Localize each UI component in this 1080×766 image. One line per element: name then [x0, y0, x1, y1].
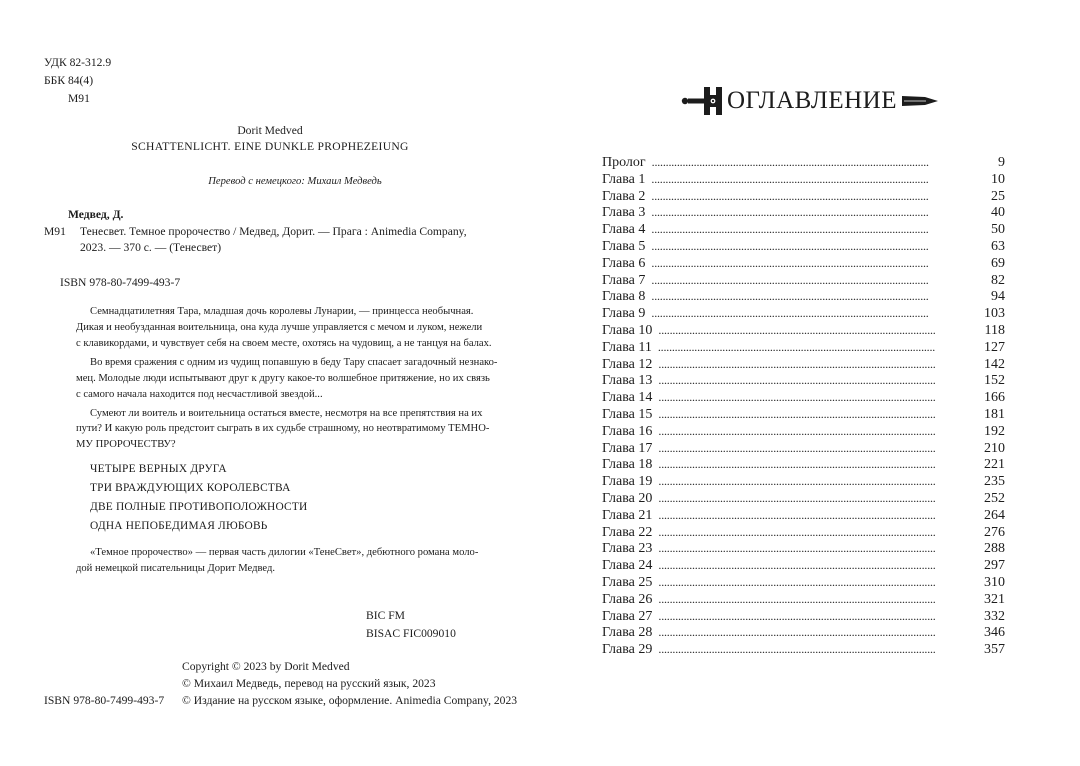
- toc-entry-label: Глава 16: [602, 423, 653, 439]
- udk-code: УДК 82-312.9: [44, 56, 112, 69]
- bisac-code: BISAC FIC009010: [366, 627, 456, 640]
- toc-leader-dots: [658, 423, 981, 440]
- copyright-line-3: © Издание на русском языке, оформление. Animedia Company, 2023: [182, 694, 518, 707]
- toc-leader-dots: [658, 406, 981, 423]
- toc-entry-page: 82: [991, 272, 1005, 288]
- annotation-p1-l2: Дикая и необузданная воительница, она куда лучше управляется с мечом и луком, нежели: [76, 322, 483, 333]
- toc-page: [540, 0, 1080, 766]
- toc-entry-page: 235: [984, 474, 1005, 490]
- toc-entry-page: 210: [984, 440, 1005, 456]
- toc-entry-label: Глава 14: [602, 390, 653, 406]
- toc-entry-label: Глава 12: [602, 356, 653, 372]
- toc-leader-dots: [658, 507, 981, 524]
- bbk-code: ББК 84(4): [44, 74, 94, 87]
- toc-entry-label: Глава 23: [602, 541, 653, 557]
- toc-entry-page: 127: [984, 339, 1005, 355]
- toc-entry: [602, 221, 1005, 238]
- toc-entry-page: 40: [991, 205, 1005, 221]
- toc-entry: [602, 423, 1005, 440]
- toc-entry: [602, 188, 1005, 205]
- toc-leader-dots: [658, 356, 981, 373]
- toc-entry-page: 297: [984, 558, 1005, 574]
- toc-entry-page: 103: [984, 306, 1005, 322]
- annotation-p1-l1: Семнадцатилетняя Тара, младшая дочь королевы Лунарии, — принцесса необычная.: [90, 306, 474, 317]
- bib-mark: М91: [44, 225, 66, 238]
- bic-code: BIC FM: [366, 609, 405, 622]
- toc-entry: [602, 574, 1005, 591]
- toc-entry: [602, 322, 1005, 339]
- toc-leader-dots: [658, 624, 981, 641]
- toc-entry: [602, 473, 1005, 490]
- toc-entry: [602, 389, 1005, 406]
- toc-leader-dots: [651, 204, 988, 221]
- tagline-1: ЧЕТЫРЕ ВЕРНЫХ ДРУГА: [90, 463, 227, 475]
- toc-entry-label: Глава 1: [602, 171, 646, 187]
- copyright-isbn: ISBN 978-80-7499-493-7: [44, 694, 165, 707]
- toc-entry-label: Глава 13: [602, 373, 653, 389]
- toc-entry-page: 192: [984, 423, 1005, 439]
- toc-entry-label: Глава 20: [602, 490, 653, 506]
- toc-entry-label: Глава 7: [602, 272, 646, 288]
- toc-entry: [602, 524, 1005, 541]
- toc-entry: [602, 456, 1005, 473]
- toc-leader-dots: [658, 574, 981, 591]
- tagline-2: ТРИ ВРАЖДУЮЩИХ КОРОЛЕВСТВА: [90, 482, 291, 494]
- toc-entry: [602, 272, 1005, 289]
- toc-leader-dots: [658, 608, 981, 625]
- toc-entry-page: 346: [984, 625, 1005, 641]
- toc-entry-label: Глава 26: [602, 591, 653, 607]
- toc-entry-label: Глава 19: [602, 474, 653, 490]
- toc-entry-page: 252: [984, 490, 1005, 506]
- toc-entry: [602, 641, 1005, 658]
- toc-title: ОГЛАВЛЕНИЕ: [727, 87, 897, 114]
- bib-line-1: Тенесвет. Темное пророчество / Медвед, Дорит. — Прага : Animedia Company,: [80, 225, 467, 238]
- author-mark: М91: [68, 92, 90, 105]
- toc-leader-dots: [658, 490, 981, 507]
- toc-entry-label: Пролог: [602, 155, 646, 170]
- toc-entry-label: Глава 11: [602, 339, 652, 355]
- tagline-3: ДВЕ ПОЛНЫЕ ПРОТИВОПОЛОЖНОСТИ: [90, 501, 308, 513]
- toc-entry-label: Глава 25: [602, 574, 653, 590]
- toc-leader-dots: [658, 440, 981, 457]
- toc-entry-label: Глава 3: [602, 205, 646, 221]
- toc-entry: [602, 356, 1005, 373]
- annotation-p2-l1: Во время сражения с одним из чудищ попавшую в беду Тару спасает загадочный незнако-: [90, 357, 498, 368]
- toc-entry: [602, 305, 1005, 322]
- toc-entry: [602, 154, 1005, 171]
- toc-entry: [602, 608, 1005, 625]
- original-author: Dorit Medved: [237, 124, 303, 137]
- toc-entry-page: 181: [984, 406, 1005, 422]
- toc-entry-page: 357: [984, 642, 1005, 658]
- toc-entry: [602, 406, 1005, 423]
- toc-entry-page: 50: [991, 222, 1005, 238]
- translation-credit: Перевод с немецкого: Михаил Медведь: [208, 176, 382, 187]
- toc-leader-dots: [651, 171, 988, 188]
- toc-entry-page: 94: [991, 289, 1005, 305]
- toc-entry: [602, 507, 1005, 524]
- bib-line-2: 2023. — 370 с. — (Тенесвет): [80, 241, 222, 254]
- toc-leader-dots: [658, 389, 981, 406]
- toc-entry-page: 166: [984, 390, 1005, 406]
- toc-entry: [602, 540, 1005, 557]
- toc-entry-page: 332: [984, 608, 1005, 624]
- toc-entry-page: 69: [991, 255, 1005, 271]
- annotation-p3-l3: МУ ПРОРОЧЕСТВУ?: [76, 439, 176, 450]
- tagline-4: ОДНА НЕПОБЕДИМАЯ ЛЮБОВЬ: [90, 520, 268, 532]
- toc-entry-page: 25: [991, 188, 1005, 204]
- toc-entry-label: Глава 4: [602, 222, 646, 238]
- toc-entry-page: 118: [984, 322, 1005, 338]
- toc-entry: [602, 490, 1005, 507]
- toc-leader-dots: [651, 272, 988, 289]
- toc-leader-dots: [658, 591, 981, 608]
- toc-entry-page: 152: [984, 373, 1005, 389]
- toc-leader-dots: [658, 641, 981, 658]
- toc-leader-dots: [651, 305, 981, 322]
- toc-entry-page: 142: [984, 356, 1005, 372]
- toc-entry-label: Глава 8: [602, 289, 646, 305]
- annotation-p4-l1: «Темное пророчество» — первая часть дилогии «ТенеСвет», дебютного романа моло-: [90, 547, 479, 558]
- toc-entry-page: 310: [984, 574, 1005, 590]
- bib-author: Медвед, Д.: [68, 208, 124, 221]
- toc-leader-dots: [651, 288, 988, 305]
- toc-entry-page: 63: [991, 238, 1005, 254]
- toc-leader-dots: [658, 322, 981, 339]
- toc-entry-label: Глава 28: [602, 625, 653, 641]
- copyright-line-1: Copyright © 2023 by Dorit Medved: [182, 660, 350, 673]
- annotation-p4-l2: дой немецкой писательницы Дорит Медвед.: [76, 563, 276, 574]
- copyright-line-2: © Михаил Медведь, перевод на русский язык, 2023: [182, 677, 436, 690]
- toc-entry: [602, 339, 1005, 356]
- toc-entry-page: 276: [984, 524, 1005, 540]
- toc-leader-dots: [658, 540, 981, 557]
- annotation-p3-l1: Сумеют ли воитель и воительница остаться вместе, несмотря на все препятствия на их: [90, 408, 483, 419]
- toc-entry-label: Глава 29: [602, 642, 653, 658]
- toc-entry-page: 288: [984, 541, 1005, 557]
- toc-entry-page: 9: [998, 155, 1005, 170]
- toc-entry-page: 264: [984, 507, 1005, 523]
- toc-entry: [602, 624, 1005, 641]
- toc-entry: [602, 204, 1005, 221]
- toc-entry: [602, 171, 1005, 188]
- original-title: SCHATTENLICHT. EINE DUNKLE PROPHEZEIUNG: [131, 140, 409, 153]
- toc-leader-dots: [652, 154, 995, 171]
- toc-entry: [602, 372, 1005, 389]
- toc-leader-dots: [651, 238, 988, 255]
- toc-entry-label: Глава 15: [602, 406, 653, 422]
- toc-leader-dots: [651, 255, 988, 272]
- toc-entry-page: 221: [984, 457, 1005, 473]
- toc-header: [680, 84, 940, 118]
- toc-entry: [602, 440, 1005, 457]
- toc-entry-page: 10: [991, 171, 1005, 187]
- annotation-p2-l2: мец. Молодые люди испытывают друг к другу какое-то волшебное притяжение, но их связь: [76, 373, 490, 384]
- toc-entry-label: Глава 18: [602, 457, 653, 473]
- toc-leader-dots: [658, 339, 981, 356]
- toc-entry-label: Глава 10: [602, 322, 653, 338]
- toc-leader-dots: [658, 524, 981, 541]
- toc-leader-dots: [658, 372, 981, 389]
- bib-isbn: ISBN 978-80-7499-493-7: [60, 276, 181, 289]
- toc-entry-label: Глава 22: [602, 524, 653, 540]
- toc-list: [602, 154, 1005, 658]
- toc-entry-label: Глава 27: [602, 608, 653, 624]
- annotation-p2-l3: с самого начала находится под несчастливой звездой...: [76, 389, 323, 400]
- toc-entry: [602, 238, 1005, 255]
- toc-entry-label: Глава 17: [602, 440, 653, 456]
- toc-leader-dots: [651, 221, 988, 238]
- toc-leader-dots: [658, 557, 981, 574]
- toc-entry: [602, 255, 1005, 272]
- toc-entry-page: 321: [984, 591, 1005, 607]
- toc-entry-label: Глава 9: [602, 306, 646, 322]
- toc-leader-dots: [658, 473, 981, 490]
- toc-entry: [602, 288, 1005, 305]
- toc-entry-label: Глава 2: [602, 188, 646, 204]
- annotation-p3-l2: пути? И какую роль предстоит сыграть в их судьбе страшному, но неотвратимому ТЕМНО-: [76, 423, 490, 434]
- toc-leader-dots: [651, 188, 988, 205]
- toc-entry-label: Глава 21: [602, 507, 653, 523]
- toc-entry: [602, 557, 1005, 574]
- toc-entry: [602, 591, 1005, 608]
- toc-leader-dots: [658, 456, 981, 473]
- annotation-p1-l3: с клавикордами, и чувствует себя на своем месте, охотясь на чудовищ, а не танцуя на балах.: [76, 338, 492, 349]
- toc-entry-label: Глава 5: [602, 238, 646, 254]
- toc-entry-label: Глава 6: [602, 255, 646, 271]
- toc-entry-label: Глава 24: [602, 558, 653, 574]
